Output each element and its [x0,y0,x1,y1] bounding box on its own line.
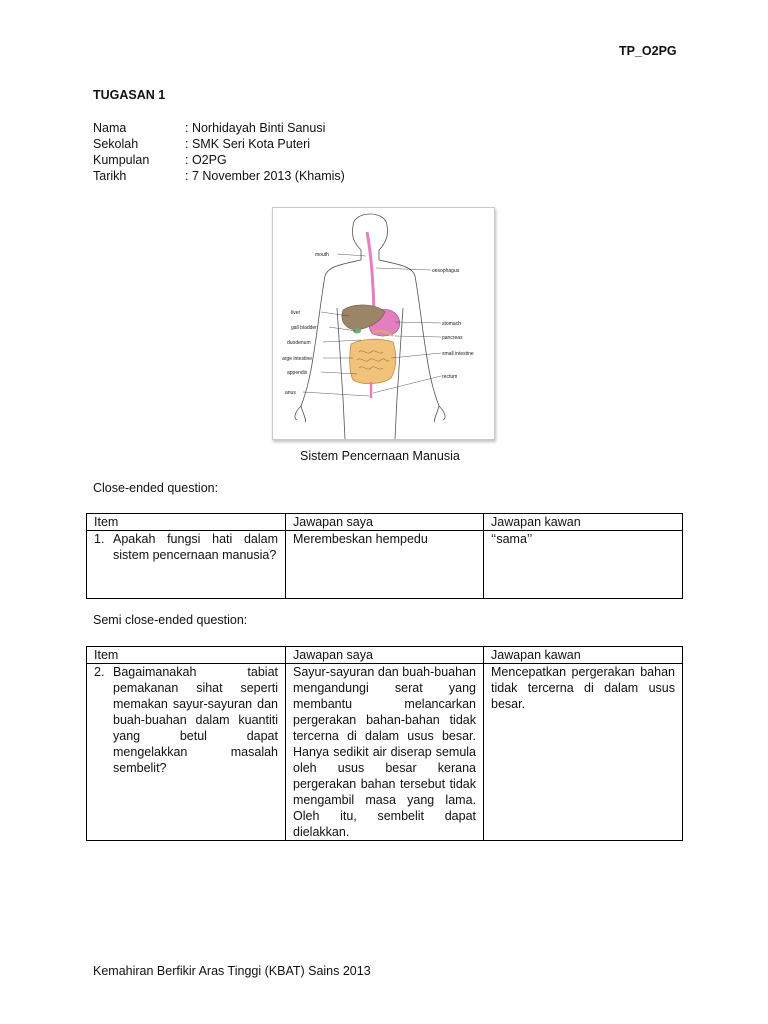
info-value: : SMK Seri Kota Puteri [185,136,310,152]
figure-caption: Sistem Pencernaan Manusia [300,449,460,463]
close-ended-table [86,513,683,599]
document-code: TP_O2PG [619,44,677,58]
my-answer-cell: Merembeskan hempedu [286,531,484,599]
digestive-system-figure [272,207,495,440]
label-small-intestine: small intestine [442,351,474,357]
column-header-jawapan-saya: Jawapan saya [286,647,484,664]
label-anus: anus [285,390,296,396]
info-row-kumpulan [93,152,393,168]
table-header-row [87,647,683,664]
info-row-nama [93,120,393,136]
label-liver: liver [291,310,301,316]
label-large-intestine: arge intestine [282,356,313,362]
intestine-shape [350,339,396,383]
oesophagus-shape [367,232,375,314]
table-header-row [87,514,683,531]
column-header-item: Item [87,647,286,664]
question-number: 2. [94,665,105,679]
question-text: Apakah fungsi hati dalam sistem pencernaan manusia? [113,532,278,562]
label-pancreas: pancreas [442,335,463,341]
semi-close-ended-table [86,646,683,841]
my-answer-cell: Sayur-sayuran dan buah-buahan mengandungi serat yang membantu melancarkan pergerakan bahan-bahan tidak tercerna di dalam usus besar. Hanya sedikit air diserap semula oleh usus besar kerana pergerakan bahan tersebut tidak mengambil masa yang lama. Oleh itu, sembelit dapat dielakkan. [286,664,484,841]
table-row [87,664,683,841]
question-cell [87,664,286,841]
label-rectum: rectum [442,374,458,380]
info-label: Kumpulan [93,153,150,167]
info-value: : 7 November 2013 (Khamis) [185,168,345,184]
gall-bladder-shape [353,329,361,334]
info-value: : Norhidayah Binti Sanusi [185,120,325,136]
column-header-jawapan-kawan: Jawapan kawan [484,514,683,531]
label-oesophagus: oesophagus [432,268,460,274]
label-appendix: appendix [287,370,308,376]
info-label: Sekolah [93,137,139,151]
close-ended-title: Close-ended question: [93,481,219,495]
info-value: : O2PG [185,152,227,168]
friend-answer-cell: ‘‘sama’’ [484,531,683,599]
semi-close-ended-title: Semi close-ended question: [93,613,248,627]
question-cell [87,531,286,599]
question-text: Bagaimanakah tabiat pemakanan sihat seperti memakan sayur-sayuran dan buah-buahan dalam kuantiti yang betul dapat mengelakkan masalah sembelit? [113,665,278,775]
question-number: 1. [94,532,105,546]
assignment-title: TUGASAN 1 [93,88,166,102]
column-header-jawapan-kawan: Jawapan kawan [484,647,683,664]
info-row-sekolah [93,136,393,152]
digestive-system-diagram [273,208,494,439]
friend-answer-cell: Mencepatkan pergerakan bahan tidak tercerna di dalam usus besar. [484,664,683,841]
column-header-jawapan-saya: Jawapan saya [286,514,484,531]
column-header-item: Item [87,514,286,531]
footer-text: Kemahiran Berfikir Aras Tinggi (KBAT) Sains 2013 [93,964,371,978]
label-duodenum: duodenum [287,340,311,346]
info-label: Nama [93,121,127,135]
label-gall-bladder: gall bladder [291,325,317,331]
label-mouth: mouth [315,252,329,258]
info-row-tarikh [93,168,393,184]
info-label: Tarikh [93,169,127,183]
table-row [87,531,683,599]
label-stomach: stomach [442,321,461,327]
